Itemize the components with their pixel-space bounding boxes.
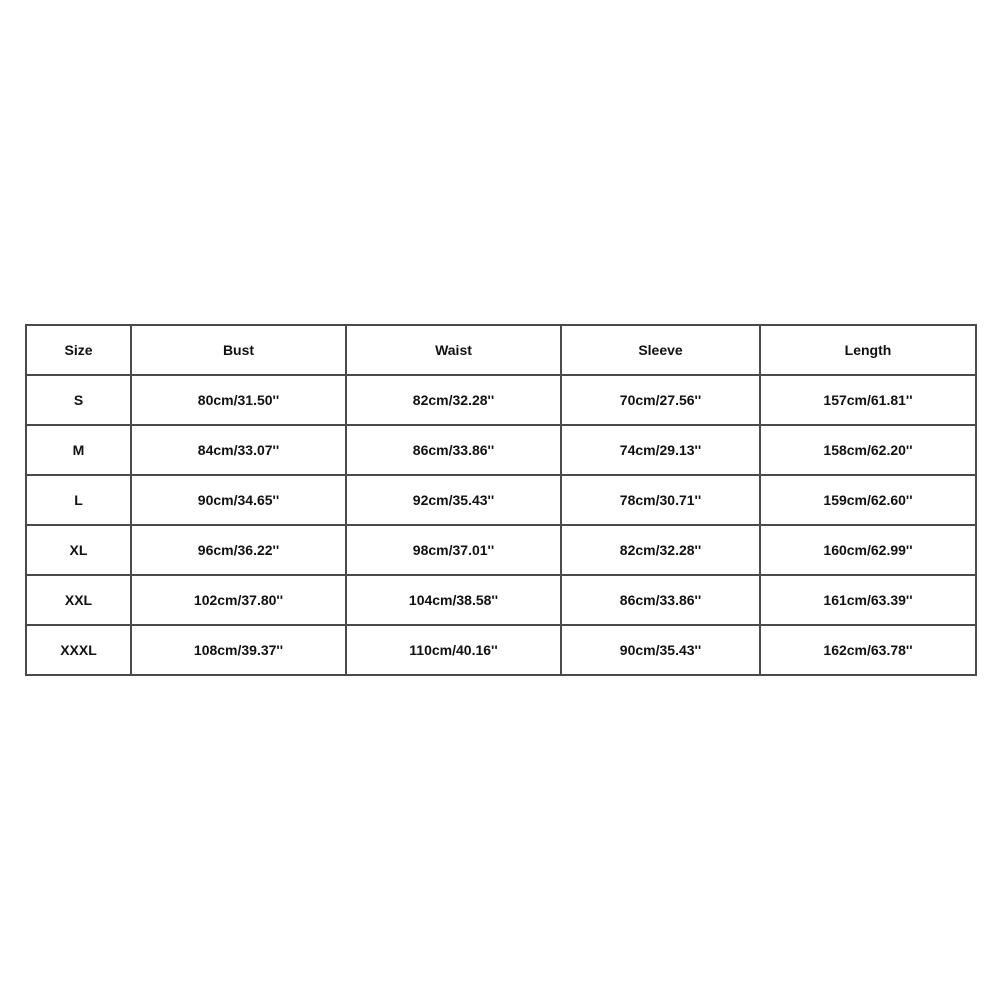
cell-bust: 80cm/31.50'' [131, 375, 346, 425]
cell-bust: 102cm/37.80'' [131, 575, 346, 625]
cell-bust: 108cm/39.37'' [131, 625, 346, 675]
cell-sleeve: 70cm/27.56'' [561, 375, 760, 425]
header-waist: Waist [346, 325, 561, 375]
size-chart-header [26, 325, 976, 375]
cell-waist: 82cm/32.28'' [346, 375, 561, 425]
table-row [26, 525, 976, 575]
cell-bust: 96cm/36.22'' [131, 525, 346, 575]
cell-sleeve: 78cm/30.71'' [561, 475, 760, 525]
header-length: Length [760, 325, 976, 375]
header-bust: Bust [131, 325, 346, 375]
cell-sleeve: 90cm/35.43'' [561, 625, 760, 675]
table-row [26, 375, 976, 425]
cell-sleeve: 86cm/33.86'' [561, 575, 760, 625]
header-row [26, 325, 976, 375]
cell-size: XXXL [26, 625, 131, 675]
cell-size: L [26, 475, 131, 525]
cell-size: XL [26, 525, 131, 575]
size-chart-table [25, 324, 977, 676]
table-row [26, 475, 976, 525]
table-row [26, 425, 976, 475]
cell-bust: 84cm/33.07'' [131, 425, 346, 475]
cell-waist: 104cm/38.58'' [346, 575, 561, 625]
cell-sleeve: 74cm/29.13'' [561, 425, 760, 475]
cell-length: 159cm/62.60'' [760, 475, 976, 525]
size-chart-body [26, 375, 976, 675]
cell-length: 160cm/62.99'' [760, 525, 976, 575]
cell-length: 157cm/61.81'' [760, 375, 976, 425]
header-size: Size [26, 325, 131, 375]
cell-length: 162cm/63.78'' [760, 625, 976, 675]
cell-bust: 90cm/34.65'' [131, 475, 346, 525]
cell-size: XXL [26, 575, 131, 625]
cell-waist: 98cm/37.01'' [346, 525, 561, 575]
cell-length: 158cm/62.20'' [760, 425, 976, 475]
cell-length: 161cm/63.39'' [760, 575, 976, 625]
cell-waist: 110cm/40.16'' [346, 625, 561, 675]
cell-size: S [26, 375, 131, 425]
table-row [26, 575, 976, 625]
cell-waist: 92cm/35.43'' [346, 475, 561, 525]
cell-sleeve: 82cm/32.28'' [561, 525, 760, 575]
table-row [26, 625, 976, 675]
cell-waist: 86cm/33.86'' [346, 425, 561, 475]
header-sleeve: Sleeve [561, 325, 760, 375]
cell-size: M [26, 425, 131, 475]
